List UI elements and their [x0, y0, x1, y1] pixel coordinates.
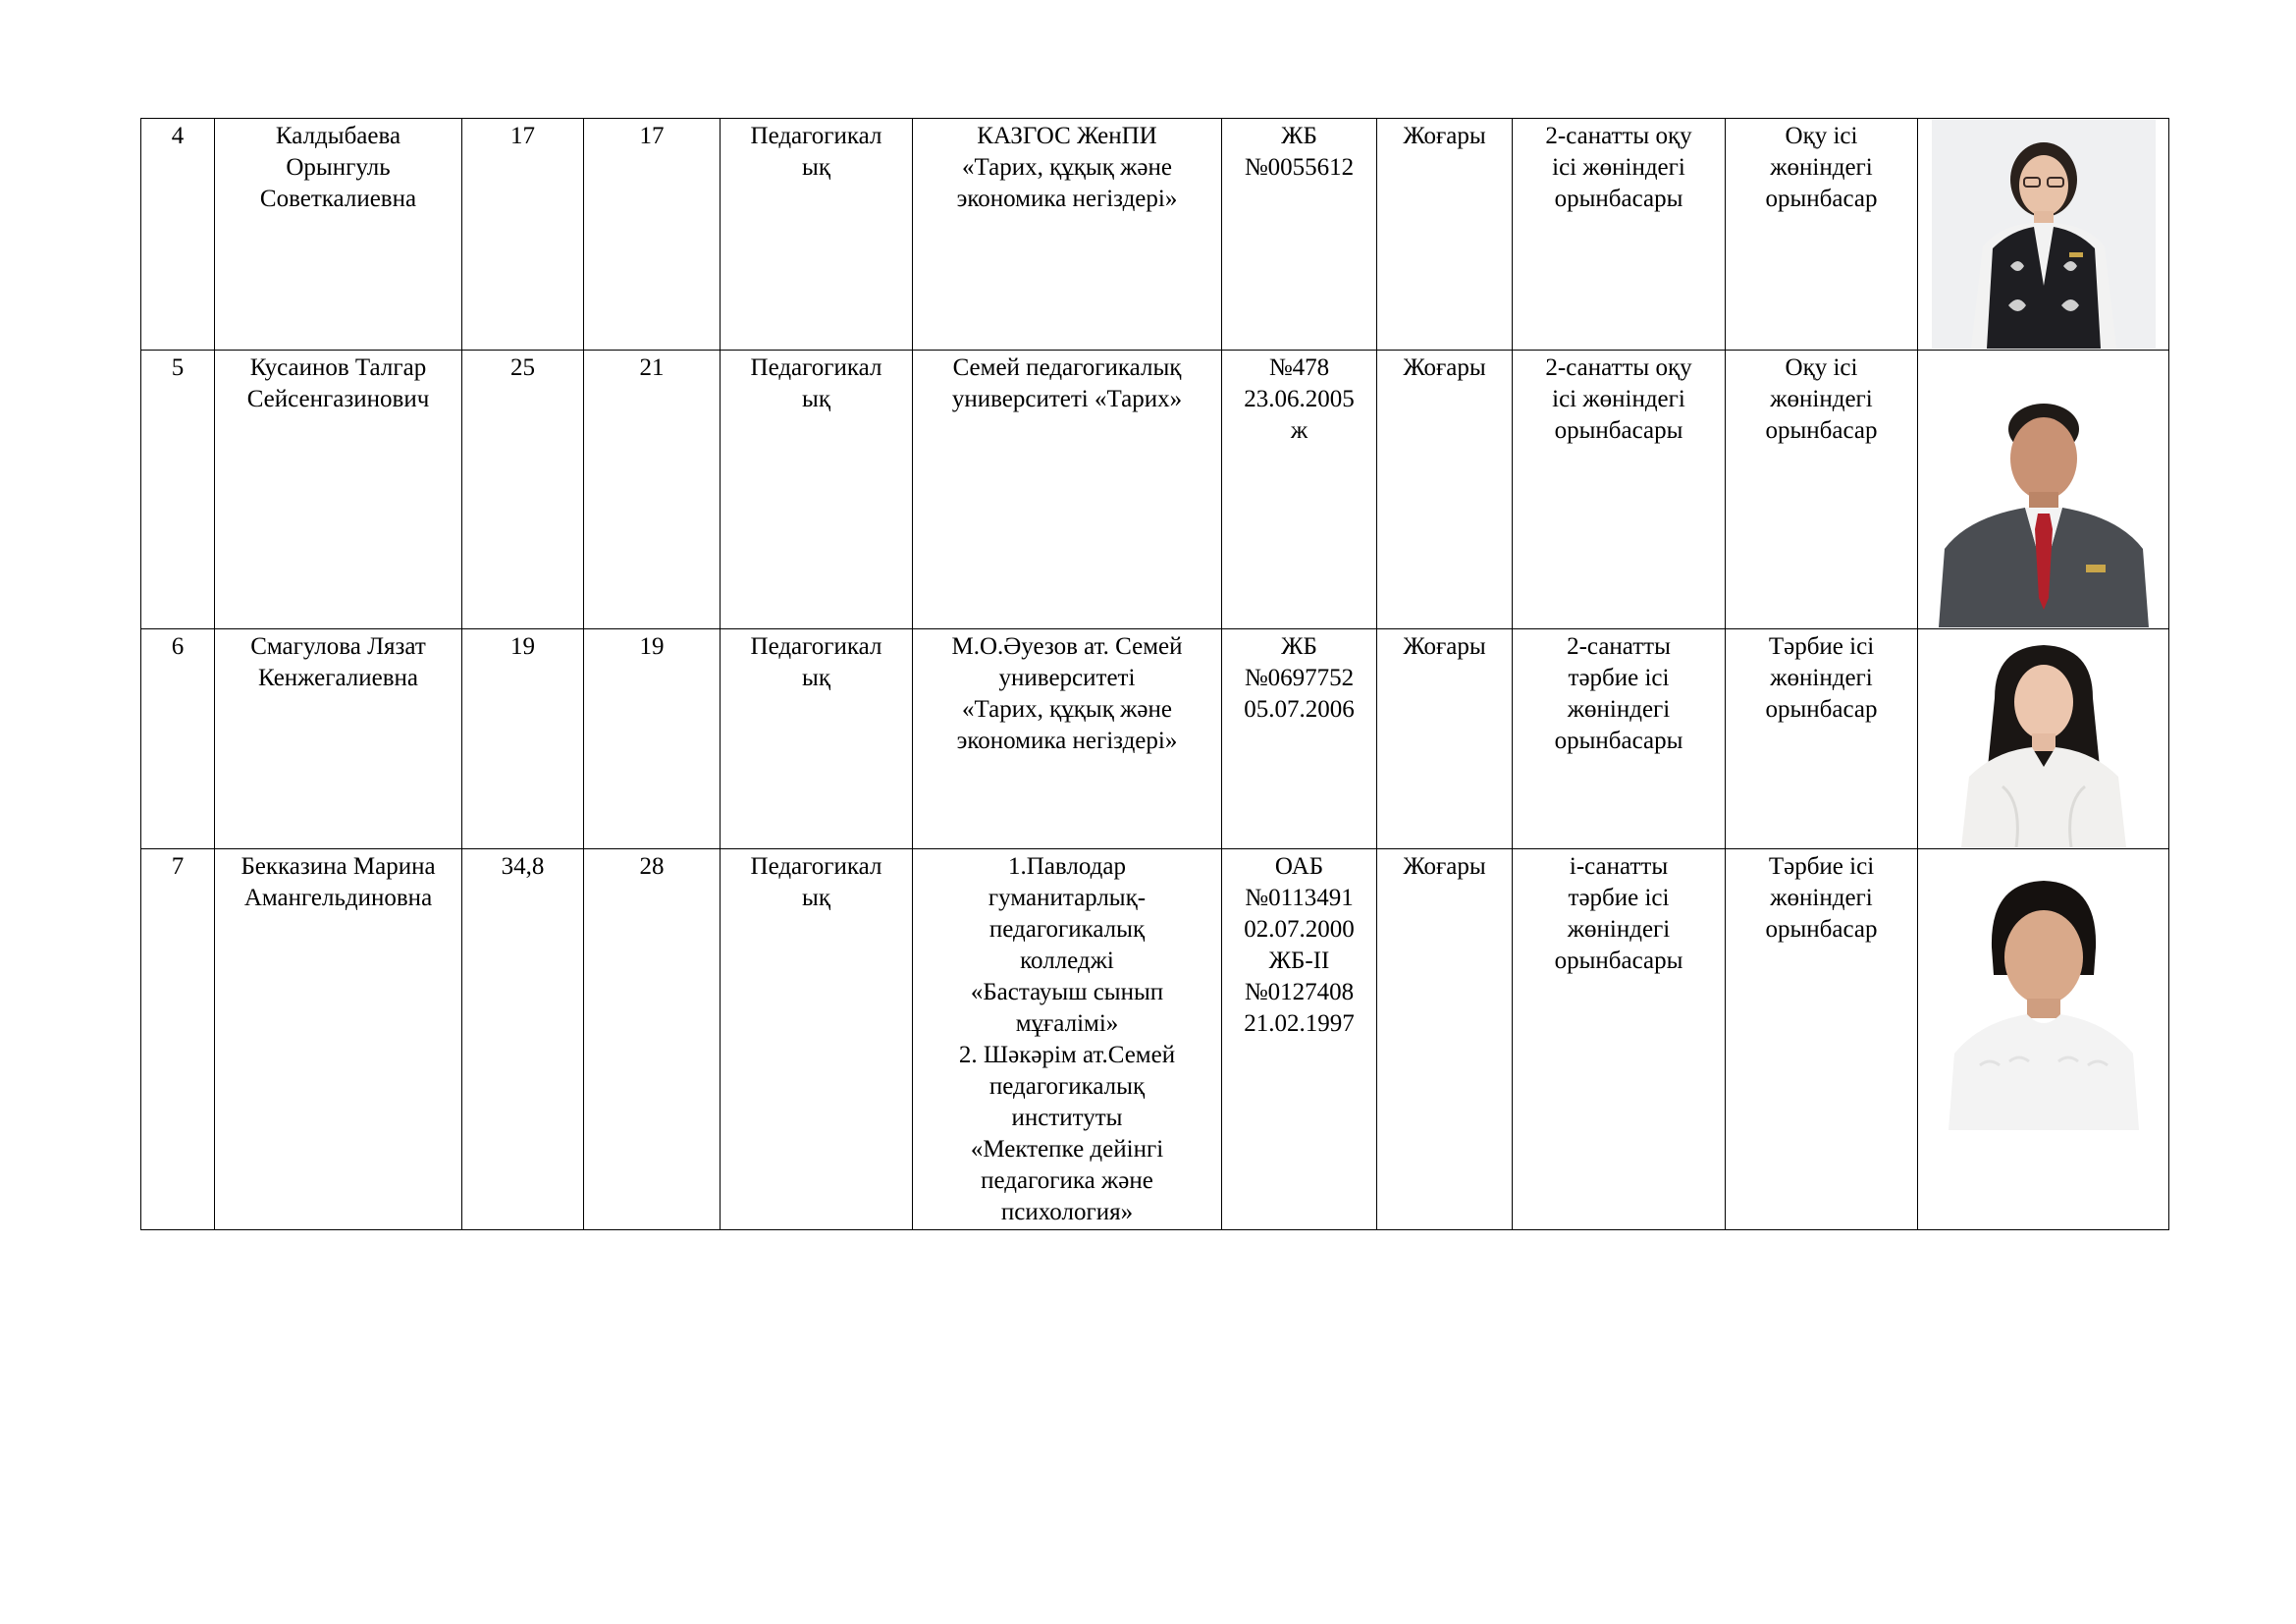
education: Семей педагогикалық университеті «Тарих»: [913, 351, 1222, 629]
qualification-category: 2-санатты оқу ісі жөніндегі орынбасары: [1513, 119, 1726, 351]
full-name: Кусаинов Талгар Сейсенгазинович: [215, 351, 462, 629]
education-level: Жоғары: [1377, 629, 1513, 849]
row-number: 6: [141, 629, 215, 849]
experience-type: Педагогикал ық: [721, 629, 913, 849]
table-row: [141, 119, 2169, 351]
experience-type: Педагогикал ық: [721, 119, 913, 351]
pedagogical-experience: 19: [584, 629, 721, 849]
photo-cell: [1918, 351, 2169, 629]
position: Тәрбие ісі жөніндегі орынбасар: [1726, 849, 1918, 1230]
total-experience: 34,8: [462, 849, 584, 1230]
education-level: Жоғары: [1377, 351, 1513, 629]
total-experience: 19: [462, 629, 584, 849]
staff-table: [140, 118, 2169, 1230]
position: Оқу ісі жөніндегі орынбасар: [1726, 351, 1918, 629]
table-row: [141, 351, 2169, 629]
pedagogical-experience: 28: [584, 849, 721, 1230]
experience-type: Педагогикал ық: [721, 351, 913, 629]
row-number: 5: [141, 351, 215, 629]
position: Тәрбие ісі жөніндегі орынбасар: [1726, 629, 1918, 849]
total-experience: 25: [462, 351, 584, 629]
row-number: 7: [141, 849, 215, 1230]
position: Оқу ісі жөніндегі орынбасар: [1726, 119, 1918, 351]
table-row: [141, 849, 2169, 1230]
portrait-photo-icon: [1932, 119, 2156, 349]
qualification-category: 2-санатты тәрбие ісі жөніндегі орынбасары: [1513, 629, 1726, 849]
portrait-photo-icon: [1944, 629, 2144, 847]
education: КАЗГОС ЖенПИ «Тарих, құқық және экономика негіздері»: [913, 119, 1222, 351]
pedagogical-experience: 17: [584, 119, 721, 351]
table-row: [141, 629, 2169, 849]
diploma: ЖБ №0055612: [1222, 119, 1377, 351]
photo-cell: [1918, 849, 2169, 1230]
pedagogical-experience: 21: [584, 351, 721, 629]
qualification-category: 2-санатты оқу ісі жөніндегі орынбасары: [1513, 351, 1726, 629]
full-name: Бекказина Марина Амангельдиновна: [215, 849, 462, 1230]
photo-cell: [1918, 119, 2169, 351]
qualification-category: і-санатты тәрбие ісі жөніндегі орынбасары: [1513, 849, 1726, 1230]
photo-cell: [1918, 629, 2169, 849]
experience-type: Педагогикал ық: [721, 849, 913, 1230]
diploma: №478 23.06.2005 ж: [1222, 351, 1377, 629]
diploma: ЖБ №0697752 05.07.2006: [1222, 629, 1377, 849]
education-level: Жоғары: [1377, 119, 1513, 351]
full-name: Калдыбаева Орынгуль Советкалиевна: [215, 119, 462, 351]
row-number: 4: [141, 119, 215, 351]
portrait-photo-icon: [1941, 869, 2147, 1130]
education-level: Жоғары: [1377, 849, 1513, 1230]
education: М.О.Әуезов ат. Семей университеті «Тарих, құқық және экономика негіздері»: [913, 629, 1222, 849]
portrait-photo-icon: [1939, 382, 2149, 627]
diploma: ОАБ №0113491 02.07.2000 ЖБ-ІІ №0127408 21.02.1997: [1222, 849, 1377, 1230]
full-name: Смагулова Лязат Кенжегалиевна: [215, 629, 462, 849]
education: 1.Павлодар гуманитарлық- педагогикалық колледжі «Бастауыш сынып мұғалімі» 2. Шәкәрім ат.Семей педагогикалық институты «Мектепке дейінгі педагогика және психология»: [913, 849, 1222, 1230]
total-experience: 17: [462, 119, 584, 351]
